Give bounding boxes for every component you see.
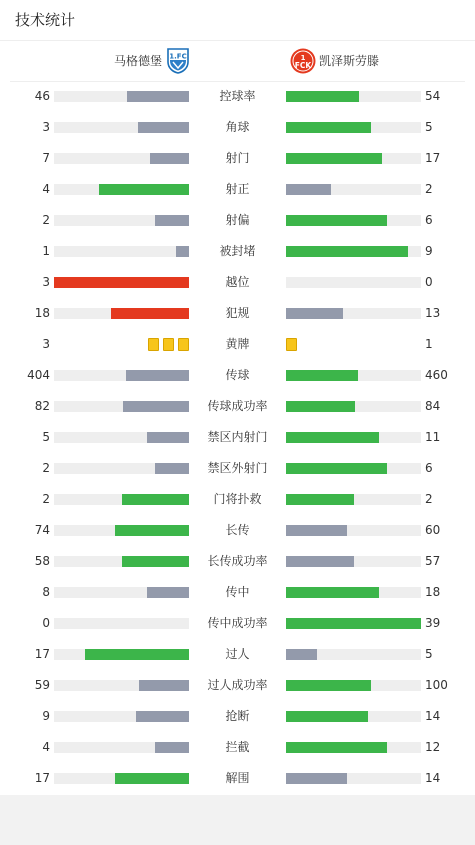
away-value: 13 <box>425 306 441 320</box>
home-bar-track <box>54 463 189 474</box>
page-title: 技术统计 <box>15 11 76 29</box>
stat-row <box>0 205 475 236</box>
yellow-card-icon <box>178 338 189 351</box>
away-bar-fill <box>286 556 354 567</box>
home-bar-fill <box>155 215 189 226</box>
away-yellow-cards <box>286 338 297 351</box>
stat-label: 射门 <box>225 151 250 165</box>
stat-row <box>0 577 475 608</box>
home-value: 3 <box>42 275 50 289</box>
stat-row <box>0 639 475 670</box>
stat-row <box>0 236 475 267</box>
home-logo-text: 1.FC <box>169 52 187 61</box>
away-bar-fill <box>286 308 343 319</box>
away-bar-fill <box>286 153 382 164</box>
stat-row <box>0 546 475 577</box>
away-bar-track <box>286 711 421 722</box>
away-bar-fill <box>286 680 371 691</box>
away-bar-track <box>286 215 421 226</box>
away-bar-track <box>286 742 421 753</box>
home-value: 74 <box>34 523 50 537</box>
stat-row <box>0 484 475 515</box>
home-value: 3 <box>42 120 50 134</box>
home-bar-fill <box>136 711 189 722</box>
stat-row <box>0 608 475 639</box>
stat-row <box>0 732 475 763</box>
home-bar-track <box>54 556 189 567</box>
home-value: 2 <box>42 492 50 506</box>
title-divider <box>0 40 475 41</box>
home-bar-fill <box>155 742 189 753</box>
home-bar-track <box>54 618 189 629</box>
stat-row <box>0 670 475 701</box>
home-bar-track <box>54 277 189 288</box>
stats-list <box>0 81 475 794</box>
stat-row <box>0 391 475 422</box>
home-yellow-cards <box>148 338 189 351</box>
home-value: 46 <box>34 89 50 103</box>
team-header <box>0 45 475 77</box>
away-bar-track <box>286 91 421 102</box>
away-value: 6 <box>425 461 433 475</box>
home-value: 2 <box>42 461 50 475</box>
home-value: 8 <box>42 585 50 599</box>
stat-label: 被封堵 <box>219 244 256 258</box>
away-bar-fill <box>286 215 387 226</box>
home-bar-track <box>54 370 189 381</box>
away-value: 39 <box>425 616 441 630</box>
home-bar-track <box>54 432 189 443</box>
away-bar-track <box>286 277 421 288</box>
home-bar-track <box>54 308 189 319</box>
away-bar-fill <box>286 463 387 474</box>
away-bar-track <box>286 401 421 412</box>
home-value: 3 <box>42 337 50 351</box>
home-value: 1 <box>42 244 50 258</box>
stat-label: 传中成功率 <box>207 616 268 630</box>
stat-row <box>0 174 475 205</box>
home-bar-track <box>54 215 189 226</box>
stat-row <box>0 453 475 484</box>
home-bar-track <box>54 91 189 102</box>
stat-row <box>0 763 475 794</box>
home-value: 58 <box>34 554 50 568</box>
away-bar-track <box>286 680 421 691</box>
home-bar-track <box>54 742 189 753</box>
away-bar-fill <box>286 91 359 102</box>
away-bar-track <box>286 246 421 257</box>
away-team-logo-icon <box>290 48 316 74</box>
away-bar-fill <box>286 370 358 381</box>
away-bar-fill <box>286 494 354 505</box>
home-bar-fill <box>138 122 189 133</box>
home-bar-track <box>54 122 189 133</box>
home-bar-fill <box>85 649 189 660</box>
away-value: 60 <box>425 523 441 537</box>
away-value: 9 <box>425 244 433 258</box>
away-bar-fill <box>286 525 347 536</box>
home-bar-fill <box>115 525 189 536</box>
away-value: 11 <box>425 430 441 444</box>
stat-label: 禁区外射门 <box>207 461 268 475</box>
away-value: 5 <box>425 647 433 661</box>
stat-label: 射正 <box>225 182 250 196</box>
stat-label: 越位 <box>225 275 250 289</box>
away-bar-track <box>286 432 421 443</box>
home-bar-track <box>54 587 189 598</box>
stat-row <box>0 112 475 143</box>
away-value: 54 <box>425 89 441 103</box>
stat-label: 过人 <box>225 647 250 661</box>
home-value: 17 <box>34 647 50 661</box>
away-bar-track <box>286 122 421 133</box>
stat-row <box>0 143 475 174</box>
away-value: 14 <box>425 771 441 785</box>
svg-text:FCK: FCK <box>294 61 312 70</box>
stat-label: 拦截 <box>225 740 250 754</box>
away-bar-track <box>286 463 421 474</box>
stat-row <box>0 515 475 546</box>
away-value: 460 <box>425 368 448 382</box>
stat-row <box>0 360 475 391</box>
away-bar-fill <box>286 649 317 660</box>
home-bar-fill <box>99 184 189 195</box>
home-value: 0 <box>42 616 50 630</box>
home-bar-fill <box>147 587 189 598</box>
yellow-card-icon <box>163 338 174 351</box>
home-value: 404 <box>27 368 50 382</box>
home-bar-track <box>54 711 189 722</box>
stat-row <box>0 81 475 112</box>
home-bar-fill <box>54 277 189 288</box>
away-value: 2 <box>425 492 433 506</box>
away-bar-track <box>286 649 421 660</box>
home-value: 18 <box>34 306 50 320</box>
away-bar-fill <box>286 742 387 753</box>
home-bar-track <box>54 649 189 660</box>
home-bar-fill <box>115 773 189 784</box>
home-bar-track <box>54 525 189 536</box>
away-bar-fill <box>286 711 368 722</box>
yellow-card-icon <box>286 338 297 351</box>
stat-label: 黄牌 <box>225 337 250 351</box>
away-value: 18 <box>425 585 441 599</box>
home-value: 4 <box>42 182 50 196</box>
away-value: 6 <box>425 213 433 227</box>
stat-label: 长传成功率 <box>207 554 268 568</box>
away-bar-track <box>286 494 421 505</box>
stat-row <box>0 701 475 732</box>
away-bar-track <box>286 184 421 195</box>
away-bar-fill <box>286 246 408 257</box>
home-value: 2 <box>42 213 50 227</box>
away-value: 84 <box>425 399 441 413</box>
away-team[interactable] <box>290 48 379 74</box>
stat-row <box>0 422 475 453</box>
away-bar-fill <box>286 184 331 195</box>
home-bar-fill <box>122 556 190 567</box>
home-bar-track <box>54 246 189 257</box>
stat-label: 门将扑救 <box>213 492 262 506</box>
home-value: 17 <box>34 771 50 785</box>
away-value: 5 <box>425 120 433 134</box>
home-value: 9 <box>42 709 50 723</box>
home-value: 59 <box>34 678 50 692</box>
home-bar-fill <box>123 401 189 412</box>
away-value: 1 <box>425 337 433 351</box>
stat-label: 射偏 <box>225 213 250 227</box>
home-bar-track <box>54 680 189 691</box>
home-bar-track <box>54 184 189 195</box>
stat-label: 解围 <box>225 771 250 785</box>
home-bar-fill <box>176 246 190 257</box>
away-bar-fill <box>286 587 379 598</box>
away-team-name: 凯泽斯劳滕 <box>319 54 380 68</box>
away-bar-fill <box>286 432 379 443</box>
away-bar-fill <box>286 618 421 629</box>
home-value: 5 <box>42 430 50 444</box>
home-team[interactable] <box>114 48 190 74</box>
away-value: 0 <box>425 275 433 289</box>
away-value: 14 <box>425 709 441 723</box>
home-bar-track <box>54 401 189 412</box>
away-value: 2 <box>425 182 433 196</box>
home-bar-fill <box>150 153 189 164</box>
stat-label: 角球 <box>225 120 250 134</box>
svg-text:1: 1 <box>300 54 306 62</box>
away-bar-fill <box>286 122 371 133</box>
stat-row <box>0 329 475 360</box>
away-value: 100 <box>425 678 448 692</box>
home-bar-fill <box>147 432 189 443</box>
stat-row <box>0 267 475 298</box>
away-bar-track <box>286 525 421 536</box>
yellow-card-icon <box>148 338 159 351</box>
stat-label: 抢断 <box>225 709 250 723</box>
stat-label: 过人成功率 <box>207 678 268 692</box>
stat-label: 传球成功率 <box>207 399 268 413</box>
home-bar-fill <box>127 91 189 102</box>
stat-label: 传球 <box>225 368 250 382</box>
stat-label: 传中 <box>225 585 250 599</box>
away-bar-track <box>286 153 421 164</box>
home-value: 7 <box>42 151 50 165</box>
home-team-logo-icon <box>166 48 190 74</box>
stat-label: 长传 <box>225 523 250 537</box>
away-bar-track <box>286 587 421 598</box>
home-bar-fill <box>139 680 189 691</box>
home-value: 4 <box>42 740 50 754</box>
away-value: 12 <box>425 740 441 754</box>
home-value: 82 <box>34 399 50 413</box>
home-bar-fill <box>126 370 189 381</box>
away-bar-track <box>286 308 421 319</box>
away-value: 57 <box>425 554 441 568</box>
away-bar-track <box>286 370 421 381</box>
stat-label: 控球率 <box>219 89 256 103</box>
away-bar-fill <box>286 401 355 412</box>
away-bar-track <box>286 556 421 567</box>
home-bar-fill <box>155 463 189 474</box>
home-bar-fill <box>122 494 190 505</box>
stat-label: 禁区内射门 <box>207 430 268 444</box>
away-bar-fill <box>286 773 347 784</box>
stat-label: 犯规 <box>225 306 250 320</box>
away-bar-track <box>286 618 421 629</box>
away-bar-track <box>286 773 421 784</box>
home-bar-track <box>54 153 189 164</box>
home-bar-track <box>54 494 189 505</box>
stat-row <box>0 298 475 329</box>
home-team-name: 马格德堡 <box>113 54 162 68</box>
home-bar-fill <box>111 308 189 319</box>
home-bar-track <box>54 773 189 784</box>
away-value: 17 <box>425 151 441 165</box>
